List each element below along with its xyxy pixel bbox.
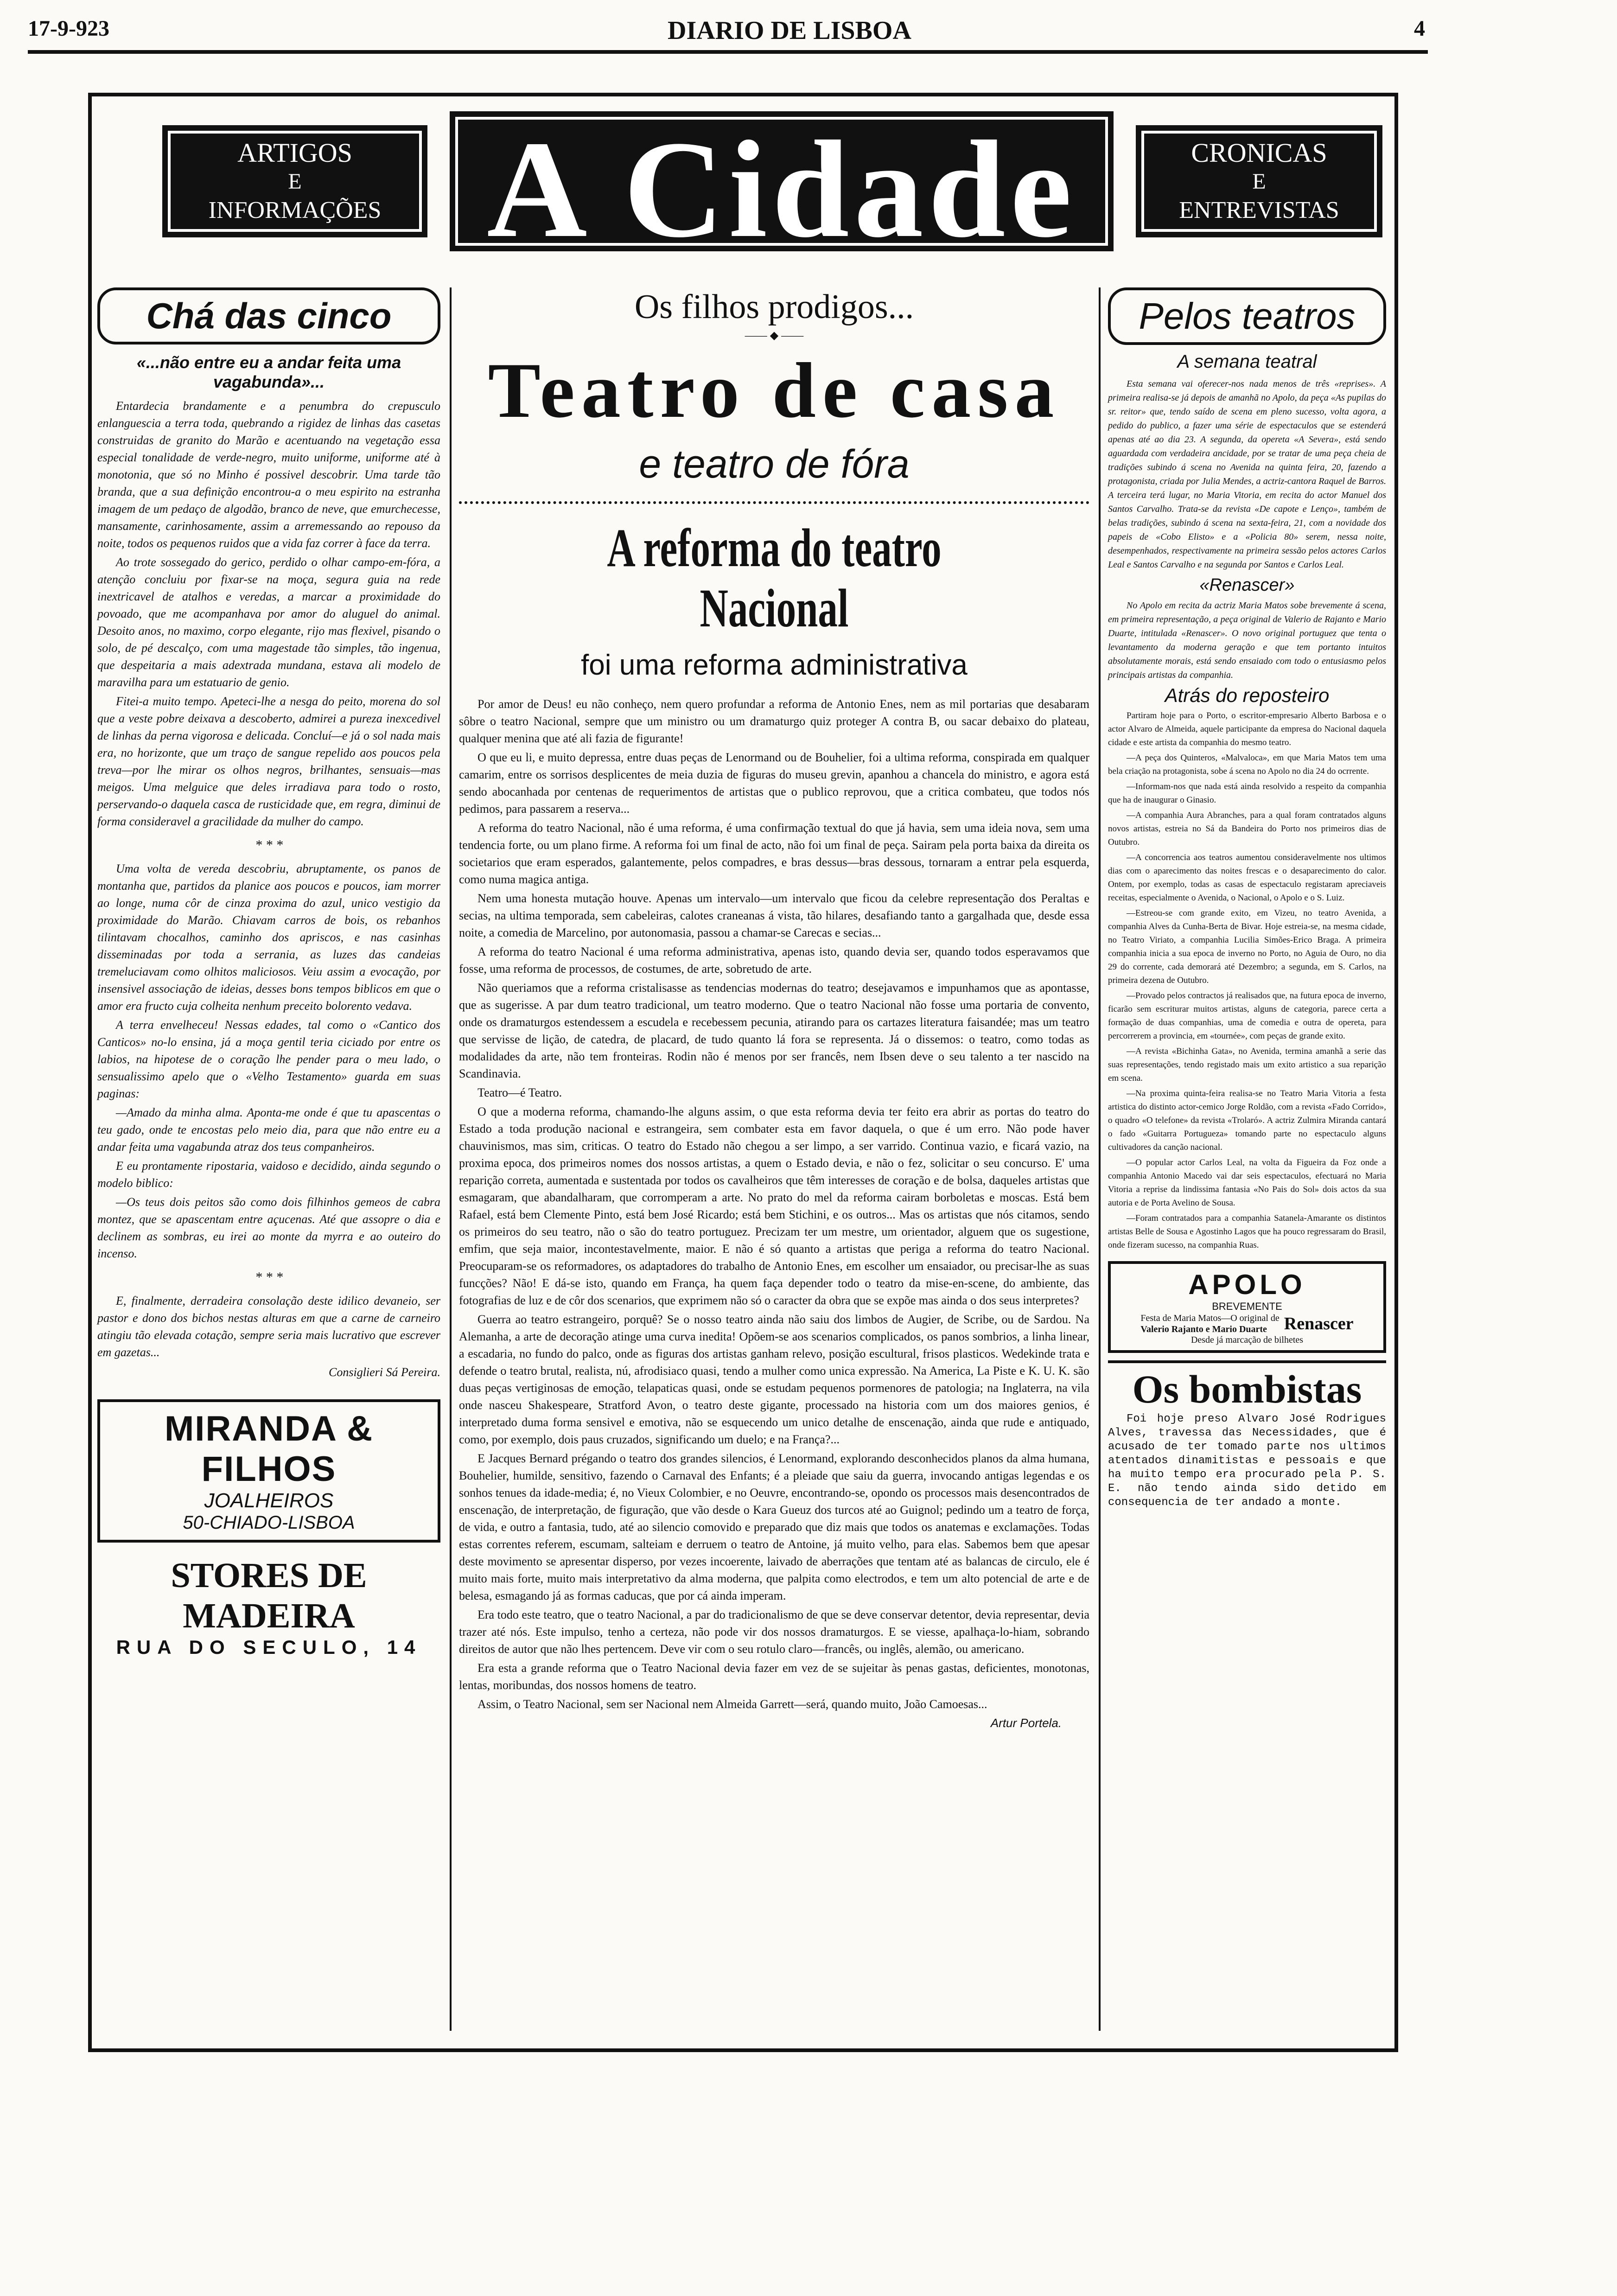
cha-das-cinco-subhead: «...não entre eu a andar feita uma vagabunda»...: [136, 353, 401, 391]
paragraph: O que a moderna reforma, chamando-lhe alguns assim, o que esta reforma devia ter feito era abrir as portas do teatro do Estado a toda produção nacional e estrangeira, sem combater esta em favor daquela, o que é um erro. Não pode haver chauvinismos, mas sim, criticas. O teatro do Estado não chegou a ser limpo, a ser varrido. Continua vazio, e ficará vazio, na proxima epoca, dos primeiros nomes dos nossos artistas, a quem o Estado devia, e não o fez, solicitar o seu concurso. E' uma reparição correta, aumentada e sustentada por todos os cavalheiros que têm interesses de coração e de bolsa, daqueles artistas que esmagaram, que abandalharam, que corromperam a arte. No prato do mel da reforma cairam borboletas e moscas. Está bem Rafael, está bem Clemente Pinto, está bem José Ricardo; está bem Stichini, e os outros... Mas os artistas que nós citamos, sendo os primeiros do seu teatro, não o são do teatro portuguez. Precizam ter um mestre, um orientador, alguem que os sugestione, emfim, que seja maior, incontestavelmente, maior. E não é só quanto a artistas que periga a reforma do teatro Nacional. Preocuparam-se os reformadores, os adaptadores do trabalho de Antonio Enes, em escolher um ensaiador, ou precisar-lhe as suas funcções? Não! E dá-se isto, quando em França, ha quem faça depender todo o teatro da mise-en-scene, do ambiente, das fotografias de luz e de côr dos scenarios, que exprimem não só o caracter da obra que se expõe mas ainda o dos seus interpretes?: [459, 1105, 1089, 1307]
paragraph: —A concorrencia aos teatros aumentou consideravelmente nos ultimos dias com o aparecimento das noites frescas e o desaparecimento do calor. Ontem, por exemplo, todas as casas de espectaculo registaram apreciaveis receitas, especialmente o Avenida, o Nacional, o Apolo e o S. Luiz.: [1108, 853, 1386, 903]
paragraph: E Jacques Bernard prégando o teatro dos grandes silencios, é Lenormand, explorando desconhecidos planos da alma humana, Bouhelier, humilde, sensitivo, fazendo o Carnaval des Enfants; é a pleiade que saiu da guerra, invocando antigas legendas e os sonhos tenues da idade-media; é, no Vieux Colombier, e no Oeuvre, encontrando-se, opondo os processos mais desencontrados de enscenação, de interpretação, de figuração, que vão desde o Kara Gueuz dos turcos até ao Guignol; pedindo um a teatro de força, de vida, e outro a fantasia, tudo, até ao silencio comovido e preparado que diz mais que todos os anatemas e exclamações. Todas estas correntes referem, escumam, salteiam e derruem o teatro de Antoine, já muito velho, para elas. Sabemos bem que apesar deste movimento se apresentar disperso, por vezes incoerente, laivado de aberrações que tentam até as balancas de circulo, ele é muito mais forte, muito mais interpretativo da alma moderna, que palpita como electrodos, e tem um alto potencial de arte e de belesa, esmagando já as formas caducas, que por cá ainda imperam.: [459, 1452, 1089, 1602]
column-teatro-de-casa: [459, 287, 1089, 1732]
banner-left-box: [162, 125, 427, 237]
cha-das-cinco-signature: Consiglieri Sá Pereira.: [329, 1365, 440, 1379]
header-page-number: 4: [1414, 16, 1425, 41]
paragraph: Esta semana vai oferecer-nos nada menos de três «reprises». A primeira realisa-se já depois de amanhã no Apolo, da peça «As pupilas do sr. reitor» que, tendo saído de scena em pleno sucesso, volta agora, a pedido do publico, a fazer uma série de espectaculos que se estenderá apenas até ao dia 23. A segunda, da opereta «A Severa», está sendo aguardada com verdadeira ancidade, por se tratar de uma peça cheia de tradições subindo á scena no Avenida na quinta feira, 20, fazendo a protagonista, criada por Julia Mendes, a actriz-cantora Raquel de Barros. A terceira terá lugar, no Maria Vitoria, em recita do actor Manuel dos Santos Carvalho. Trata-se da revista «De capote e Lenço», também de belas tradições, subindo á scena na sexta-feira, 21, com a novidade dos papeis de «Cobo Elisto» e a «Policia 80» serem, nessa noite, desempenhados, respectivamente na primeira sessão pelos actores Carlos Leal e Santos Carvalho e na segunda por Santos e Carlos Leal.: [1108, 379, 1386, 570]
banner-left-line3: INFORMAÇÕES: [208, 197, 382, 223]
ad-apolo-lines: [1140, 1313, 1279, 1335]
paragraph: —Estreou-se com grande exito, em Vizeu, no teatro Avenida, a companhia Alves da Cunha-Berta de Bivar. Hoje estreia-se, na mesma cidade, no Teatro Viriato, a companhia Lucilia Simões-Erico Braga. A primeira companhia inicia a sua epoca de inverno no Porto, no Aguia de Ouro, no dia 29 do corrente, cada demorará até Dezembro; a segunda, em S. Carlos, na primeira dezena de Outubro.: [1108, 908, 1386, 985]
paragraph: A reforma do teatro Nacional é uma reforma administrativa, apenas isto, quando devia ser, quando todos esperavamos que fosse, uma reforma de processos, de costumes, de arte, sobretudo de arte.: [459, 945, 1089, 976]
paragraph: Nem uma honesta mutação houve. Apenas um intervalo—um intervalo que ficou da celebre representação dos Peraltas e secias, na ultima temporada, sem cabeleiras, calotes craneanas á vista, tão hilares, desafiando tanto a gargalhada que, desde essa noite, a comedia de Marcelino, por autonomasia, passou a chamar-se Carecas e secias...: [459, 892, 1089, 939]
ad-apolo-play: Renascer: [1284, 1314, 1354, 1333]
ad-apolo-line1: Festa de Maria Matos—O original de: [1140, 1313, 1280, 1323]
header-rule: [28, 50, 1428, 54]
column-rule-2: [1099, 287, 1101, 2031]
paragraph: Uma volta de vereda descobriu, abruptamente, os panos de montanha que, partidos da planice aos poucos e poucos, iam morrer ao longe, numa côr de cinza proxima do azul, unico vestigio da proximidade do Marão. Chiavam carros de bois, os rebanhos tilintavam chocalhos, caminho dos apriscos, e nas casinhas disseminadas por toda a serrania, as luzes das candeias tremeluciavam como olhitos maliciosos. Veiu assim a evocação, por insensivel associação de ideias, desses bons tempos biblicos em que o amor era fructo cuja colheita nenhum preceito bolorento vedava.: [97, 862, 440, 1013]
banner-title-box: [450, 111, 1114, 266]
renascer-subhead: «Renascer»: [1199, 575, 1295, 595]
ad-miranda-filhos: [97, 1399, 440, 1543]
reposteiro-body: [1108, 709, 1386, 1252]
banner-right-line1: CRONICAS: [1191, 138, 1327, 168]
paragraph: Ao trote sossegado do gerico, perdido o olhar campo-em-fóra, a atenção concluiu por fixar-se na moça, segura guia na rede inextricavel de atalhos e veredas, a marcar a proximidade do povoado, que me acompanhava por amor do aluguel do animal. Desoito anos, no maximo, corpo elegante, rijo mas flexivel, pisando o solo, de pé descalço, com uma magestade tão simples, tão ingenua, que despeitaria a mais adextrada mundana, estava ali modelo de maravilha para um estatuario de genio.: [97, 555, 440, 689]
semana-teatral-subhead: A semana teatral: [1177, 351, 1317, 372]
banner-title: A Cidade: [487, 112, 1076, 266]
atras-reposteiro-subhead: Atrás do reposteiro: [1165, 684, 1330, 706]
paragraph: E eu prontamente ripostaria, vaidoso e decidido, ainda segundo o modelo biblico:: [97, 1159, 440, 1190]
paragraph: O que eu li, e muito depressa, entre duas peças de Lenormand ou de Bouhelier, foi a ultima reforma, conspirada em qualquer camarim, entre os sorrisos desplicentes de meia duzia de figuras do museu grevin, apanhou a chancela do ministro, e agora está sendo abocanhada por centenas de requerimentos de artistas que o publico reprovou, que a critica combateu, que todos nós pedimos, para passarem a reserva...: [459, 751, 1089, 816]
teatro-signature: Artur Portela.: [990, 1716, 1062, 1730]
paragraph: Por amor de Deus! eu não conheço, nem quero profundar a reforma de Antonio Enes, nem as mil portarias que desabaram sôbre o teatro Nacional, sempre que um ministro ou um dramaturgo quiz proteger A contra B, ou sacar debaixo do plateau, qualquer menina que até ali fazia de figurante!: [459, 697, 1089, 745]
ad-stores-address: RUA DO SECULO, 14: [116, 1636, 422, 1658]
paragraph: Fitei-a muito tempo. Apeteci-lhe a nesga do peito, morena do sol que a veste pobre deixava a descoberto, admirei a pureza inexcedivel de linhas da perna vigorosa e delicada. Concluí—e já o sol nada mais era, no horizonte, que um traço de sangue repelido aos poucos pela treva—por lhe mirar os olhos negros, brilhantes, sensuais—mas meigos. Uma melguice que deles irradiava para todo o rosto, perservando-o daquela casca de rusticidade que, em regra, diminui de forma consideravel a gracilidade da mulher do campo.: [97, 695, 440, 828]
ad-apolo-line3: Desde já marcação de bilhetes: [1190, 1335, 1304, 1345]
paragraph: —Na proxima quinta-feira realisa-se no Teatro Maria Vitoria a festa artistica do distinto actor-cemico Jorge Roldão, com a revista «Fado Corrido», o quadro «O telefone» da revista «Trolaró». A actriz Zulmira Miranda cantará o fado «Guitarra Portugueza» tomando parte no espectaculo alguns cultivadores da canção nacional.: [1108, 1089, 1386, 1152]
paragraph: Partiram hoje para o Porto, o escritor-empresario Alberto Barbosa e o actor Alvaro de Almeida, aquele participante da empresa do Nacional daquela cidade e este artista da companhia do mesmo teatro.: [1108, 711, 1386, 747]
bombistas-body: [1108, 1412, 1386, 1510]
ad-miranda-address: 50-CHIADO-LISBOA: [183, 1512, 355, 1533]
paragraph: Era todo este teatro, que o teatro Nacional, a par do tradicionalismo de que se deve conservar detentor, devia representar, devia trazer até nós. Este impulso, tenho a certeza, não pode vir dos nossos dramaturgos. E se viesse, apalhaça-lo-hiam, sobrando direitos de autor que não lhes pertencem. Deve vir com o seu rotulo claro—francês, ou inglês, alemão, ou americano.: [459, 1608, 1089, 1656]
separator-stars: * * *: [255, 1269, 283, 1285]
cha-das-cinco-heading: Chá das cinco: [97, 287, 440, 344]
paragraph: —Os teus dois peitos são como dois filhinhos gemeos de cabra montez, que se apascentam entre açucenas. Até que assopre o dia e declinem as sombras, eu irei ao monte da myrra e ao outeiro do incenso.: [97, 1195, 440, 1260]
paragraph: Entardecia brandamente e a penumbra do crepusculo enlanguescia a terra toda, quebrando a rigidez de linhas das casetas construidas de granito do Marão e acentuando na vegetação essa especial tonalidade de verde-negro, muito uniforme, uniforme até à monotonia, que só no Minho é possivel descobrir. Uma tarde tão branda, que a sua definição encontrou-a o meu espirito na estranha imagem de um pedaço de algodão, branco de neve, que emurchecesse, mansamente, carinhosamente, assim a arremessando ao repouso da noite, todos os pequenos ruidos que a vida faz correr à face da terra.: [97, 399, 440, 550]
banner-right-line3: ENTREVISTAS: [1179, 197, 1339, 223]
banner-right-box: [1136, 125, 1382, 237]
paragraph: —Amado da minha alma. Aponta-me onde é que tu apascentas o teu gado, onde te encostas pelo meio dia, para que não entre eu a andar feita uma vagabunda atraz dos teus companheiros.: [97, 1106, 440, 1154]
paragraph: —Foram contratados para a companhia Satanela-Amarante os distintos artistas Belle de Sousa e Agostinho Lagos que ha pouco regressaram do Brasil, onde fizeram sucesso, na companhia Ruas.: [1108, 1213, 1386, 1250]
header-paper-name: DIARIO DE LISBOA: [668, 16, 911, 45]
ad-apolo-details: [1117, 1313, 1377, 1335]
paragraph: —A peça dos Quinteros, «Malvaloca», em que Maria Matos tem uma bela criação na protagonista, sobe á scena no Apolo no dia 24 do ocrrente.: [1108, 753, 1386, 776]
column-rule-1: [450, 287, 452, 2031]
pelos-teatros-body: [1108, 377, 1386, 706]
section-banner: [162, 111, 1377, 266]
paragraph: No Apolo em recita da actriz Maria Matos sobe brevemente á scena, em primeira representação, a peça original de Valerio de Rajanto e Mario Duarte, intitulada «Renascer». O novo original portuguez que tenta o levantamento da moderna geração e que tem portanto intuitos absolutamente morais, está sendo ensaiado com todo o entusiasmo pelos principais artistas da companhia.: [1108, 600, 1386, 680]
paragraph: Foi hoje preso Alvaro José Rodrigues Alves, travessa das Necessidades, que é acusado de ter tomado parte nos ultimos atentados dinamitistas e pessoais e que ha muito tempo era procurado pela P. S. E. não tendo ainda sido detido em consequencia de ter andado a monte.: [1108, 1413, 1386, 1509]
header-date: 17-9-923: [28, 16, 109, 41]
paragraph: Guerra ao teatro estrangeiro, porquê? Se o nosso teatro ainda não saiu dos limbos de Augier, de Scribe, ou de Sardou. Na Alemanha, a arte de decoração atinge uma curva inedita! Opõem-se aos scenarios complicados, os panos sombrios, a linha linear, a escadaria, no fundo do palco, onde as figuras dos artistas ganham relevo, posição escultural, frisos plasticos. Wedekinde trata e defende o teatro brutal, realista, nú, afrodisiaco quasi, tendo a mulher como unica expressão. Na America, La Piste e K. U. K. são duas peças vertiginosas de emoção, telapaticas quasi, onde se estudam pequenos pormenores de patologia; na Inglaterra, na vila onde nasceu Shakespeare, Stratford Avon, o teatro deste gigante, processado na historia com um dos maiores genios, é interpretado duma forma sensivel e emotiva, não se esquecendo um unico detalhe de enscenação, ainda que rude e antiquado, como, por exemplo, dois paus cruzados, significando um duelo; e na França?...: [459, 1313, 1089, 1446]
paragraph: Teatro—é Teatro.: [477, 1086, 562, 1099]
kicker: Os filhos prodigos...: [634, 288, 914, 326]
teatro-body: [459, 695, 1089, 1732]
paragraph: E, finalmente, derradeira consolação deste idilico devaneio, ser pastor e dono dos bichos nestas alturas em que a carne de carneiro atingiu tão elevada cotação, sempre seria mais lucrativo que escrever em gazetas...: [97, 1294, 440, 1359]
paragraph: Não queriamos que a reforma cristalisasse as tendencias modernas do teatro; desejavamos e impunhamos que as apontasse, que as sugerisse. A par dum teatro tradicional, um teatro moderno. Que o teatro Nacional não fosse uma portaria de convento, onde os dramaturgos estendessem a escudela e recebessem pecunia, atirando para os cartazes literatura faisandée; mas um teatro que servisse de lição, de catedra, de placard, de tudo quanto lá fora se representa. Já o dissemos: o teatro, como todas as modalidades da arte, não tem fronteiras. Rodin não é menos por ser francês, nem Ibsen deve o seu talento a ter nascido na Scandinavia.: [459, 981, 1089, 1080]
main-subtitle: e teatro de fóra: [639, 442, 910, 486]
page-header: [28, 13, 1428, 45]
ad-miranda-title: MIRANDA & FILHOS: [164, 1409, 374, 1489]
ad-miranda-sub: JOALHEIROS: [204, 1489, 334, 1512]
banner-left-line1: ARTIGOS: [237, 138, 352, 168]
paragraph: Assim, o Teatro Nacional, sem ser Nacional nem Almeida Garrett—será, quando muito, João Camoesas...: [477, 1697, 987, 1711]
paragraph: A terra envelheceu! Nessas edades, tal como o «Cantico dos Canticos» no-lo ensina, já a moça gentil teria ciciado por entre os labios, na hipotese de o coração lhe pender para o meu lado, o sensualissimo apelo que o «Velho Testamento» guarda em suas paginas:: [97, 1018, 440, 1100]
paragraph: —O popular actor Carlos Leal, na volta da Figueira da Foz onde a companhia Antonio Macedo vai dar seis espectaculos, efectuará no Maria Vitoria a reprise da lindissima fantasia «No Pais do Sol» dois actos da sua autoria e de Porta Avelino de Sousa.: [1108, 1158, 1386, 1208]
main-title: Teatro de casa: [488, 347, 1061, 434]
bombistas-heading: Os bombistas: [1108, 1360, 1386, 1412]
paragraph: —A companhia Aura Abranches, para a qual foram contratados alguns novos artistas, estreia no Sá da Bandeira do Porto nos primeiros dias de Outubro.: [1108, 810, 1386, 847]
ad-apolo-line2: Valerio Rajanto e Mario Duarte: [1140, 1324, 1267, 1334]
ad-stores-title: STORES DE MADEIRA: [171, 1556, 367, 1635]
ornament-divider: —— ◆ ——: [745, 330, 804, 342]
separator-stars: * * *: [255, 837, 283, 853]
deck: foi uma reforma administrativa: [581, 649, 968, 681]
headline: A reforma do teatro Nacional: [607, 517, 942, 638]
paragraph: —Provado pelos contractos já realisados que, na futura epoca de inverno, ficarão sem escriturar muitos artistas, alguns de categoria, parece certa a formação de duas companhias, uma de comedia e outra de opereta, para percorrerem a provincia, em «tournée», com peças de grande exito.: [1108, 991, 1386, 1041]
banner-right-line2: E: [1252, 169, 1266, 194]
ad-apolo: [1108, 1261, 1386, 1353]
paragraph: Era esta a grande reforma que o Teatro Nacional devia fazer em vez de se sujeitar às penas gastas, deficientes, monotonas, lentas, moribundas, dos nossos homens de teatro.: [459, 1661, 1089, 1692]
paragraph: —Informam-nos que nada está ainda resolvido a respeito da companhia que ha de inaugurar o Ginasio.: [1108, 782, 1386, 805]
column-cha-das-cinco: [97, 287, 440, 1658]
paragraph: —A revista «Bichinha Gata», no Avenida, termina amanhã a serie das suas representações, tendo registado mais um exito artistico a sua reparição em scena.: [1108, 1046, 1386, 1083]
paragraph: A reforma do teatro Nacional, não é uma reforma, é uma confirmação textual do que já havia, sem uma ideia nova, sem uma tendencia forte, ou um plano firme. A reforma foi um final de acto, não foi um final de peça. Sairam pela porta baixa da direita os societarios que eram esperados, galantemente, pelos compadres, e bras dessus—bras dessous, tornaram a entrar pela esquerda, como numa magica antiga.: [459, 821, 1089, 886]
column-pelos-teatros: [1108, 287, 1386, 1512]
dotted-divider: [459, 501, 1089, 504]
pelos-teatros-heading: Pelos teatros: [1108, 287, 1386, 345]
ad-apolo-name: APOLO: [1188, 1269, 1306, 1300]
banner-left-line2: E: [288, 169, 302, 194]
ad-stores-madeira: [97, 1556, 440, 1658]
cha-das-cinco-body: [97, 397, 440, 1381]
ad-apolo-when: BREVEMENTE: [1212, 1301, 1282, 1312]
